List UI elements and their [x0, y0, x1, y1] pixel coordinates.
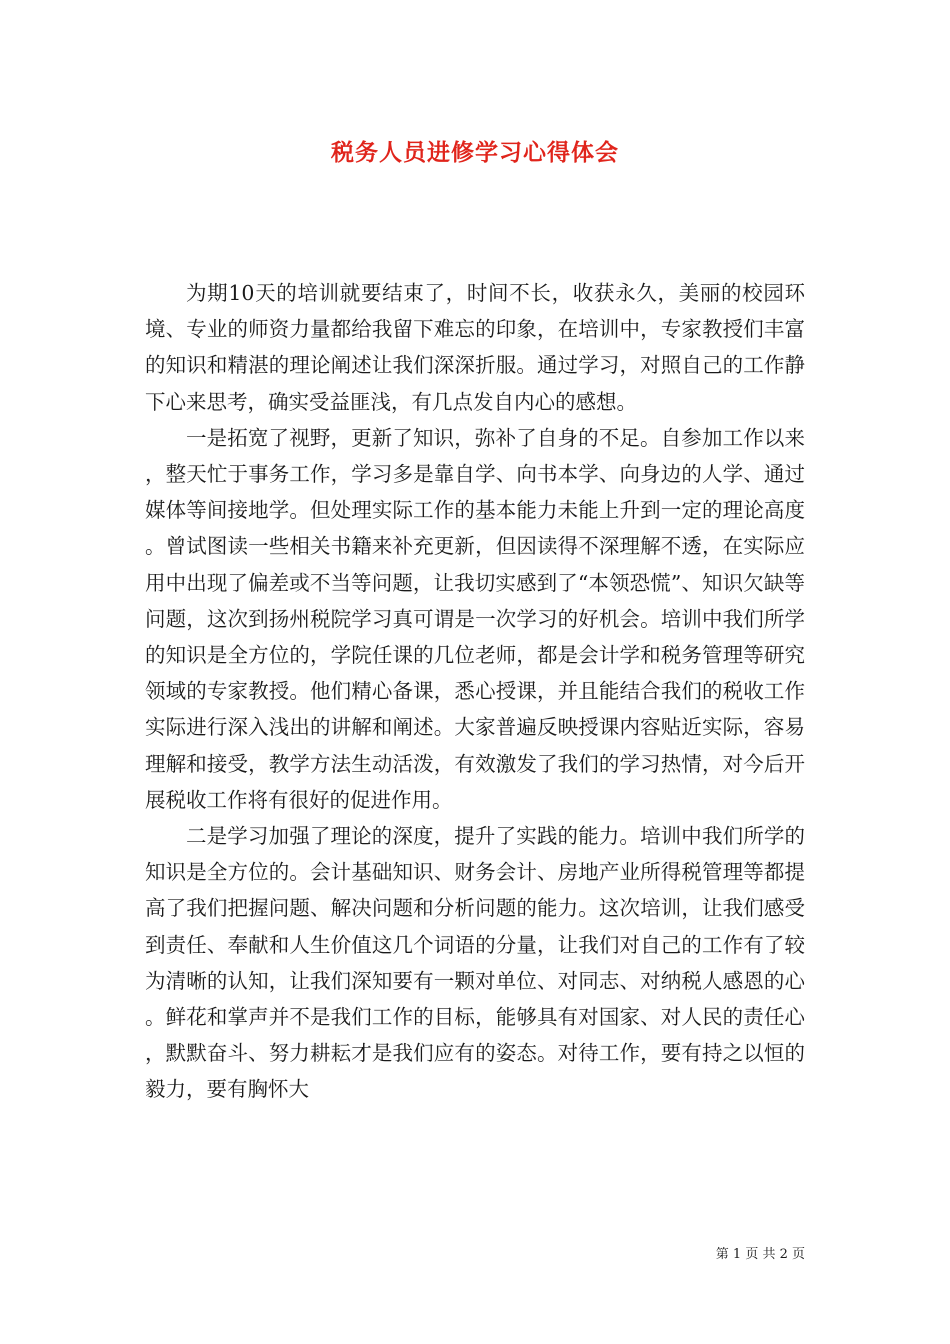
paragraph-point-one: 一是拓宽了视野，更新了知识，弥补了自身的不足。自参加工作以来，整天忙于事务工作，学习多是靠自学、向书本学、向身边的人学、通过媒体等间接地学。但处理实际工作的基本能力未能上升到一定的理论高度。曾试图读一些相关书籍来补充更新，但因读得不深理解不透，在实际应用中出现了偏差或不当等问题，让我切实感到了“本领恐慌”、知识欠缺等问题，这次到扬州税院学习真可谓是一次学习的好机会。培训中我们所学的知识是全方位的，学院任课的几位老师，都是会计学和税务管理等研究领域的专家教授。他们精心备课，悉心授课，并且能结合我们的税收工作实际进行深入浅出的讲解和阐述。大家普遍反映授课内容贴近实际，容易理解和接受，教学方法生动活泼，有效激发了我们的学习热情，对今后开展税收工作将有很好的促进作用。: [145, 425, 805, 812]
document-body: [145, 275, 805, 1108]
page-title: 税务人员进修学习心得体会: [331, 139, 619, 166]
paragraph-intro: 为期10天的培训就要结束了，时间不长，收获永久，美丽的校园环境、专业的师资力量都给我留下难忘的印象，在培训中，专家教授们丰富的知识和精湛的理论阐述让我们深深折服。通过学习，对照自己的工作静下心来思考，确实受益匪浅，有几点发自内心的感想。: [145, 281, 805, 414]
paragraph-point-two: 二是学习加强了理论的深度，提升了实践的能力。培训中我们所学的知识是全方位的。会计基础知识、财务会计、房地产业所得税管理等都提高了我们把握问题、解决问题和分析问题的能力。这次培训，让我们感受到责任、奉献和人生价值这几个词语的分量，让我们对自己的工作有了较为清晰的认知，让我们深知要有一颗对单位、对同志、对纳税人感恩的心。鲜花和掌声并不是我们工作的目标，能够具有对国家、对人民的责任心，默默奋斗、努力耕耘才是我们应有的姿态。对待工作，要有持之以恒的毅力，要有胸怀大: [145, 824, 805, 1102]
page-number-footer: 第 1 页 共 2 页: [715, 1247, 805, 1262]
